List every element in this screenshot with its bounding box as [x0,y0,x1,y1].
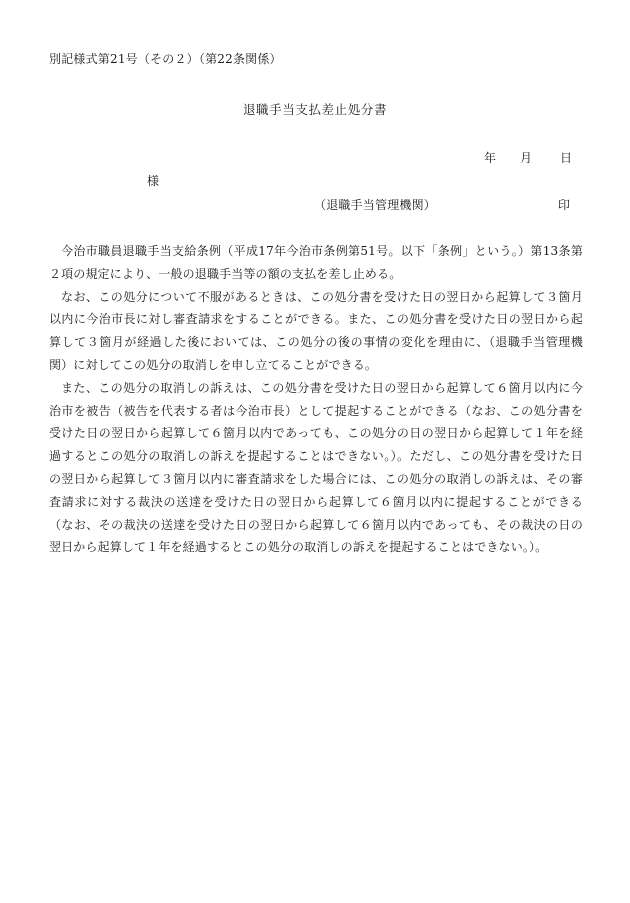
date-month-label: 月 [520,151,533,165]
paragraph-lawsuit: また、この処分の取消しの訴えは、この処分書を受けた日の翌日から起算して６箇月以内に今治市を被告（被告を代表する者は今治市長）として提起することができる（なお、この処分書を受けた日の翌日から起算して６箇月以内であっても、この処分の日の翌日から起算して１年を経過するとこの処分の取消しの訴えを提起することはできない。）。ただし、この処分書を受けた日の翌日から起算して３箇月以内に審査請求をした場合には、この処分の取消しの訴えは、その審査請求に対する裁決の送達を受けた日の翌日から起算して６箇月以内に提起することができる（なお、その裁決の送達を受けた日の翌日から起算して６箇月以内であっても、その裁決の日の翌日から起算して１年を経過するとこの処分の取消しの訴えを提起することはできない。）。 [49,380,583,555]
issuer-name: （退職手当管理機関） [314,198,437,212]
addressee-suffix: 様 [147,174,160,188]
document-title: 退職手当支払差止処分書 [242,102,388,117]
seal-mark: 印 [558,198,571,212]
body-text [49,240,583,559]
date-day-label: 日 [560,151,573,165]
date-year-label: 年 [484,151,497,165]
paragraph-main: 今治市職員退職手当支給条例（平成17年今治市条例第51号。以下「条例」という。）第13条第２項の規定により、一般の退職手当等の額の支払を差し止める。 [49,244,583,281]
form-number-label: 別記様式第21号（その２）（第22条関係） [49,52,282,66]
paragraph-appeal: なお、この処分について不服があるときは、この処分書を受けた日の翌日から起算して３箇月以内に今治市長に対し審査請求をすることができる。また、この処分書を受けた日の翌日から起算して３箇月が経過した後においては、この処分の後の事情の変化を理由に、（退職手当管理機関）に対してこの処分の取消しを申し立てることができる。 [49,289,583,372]
